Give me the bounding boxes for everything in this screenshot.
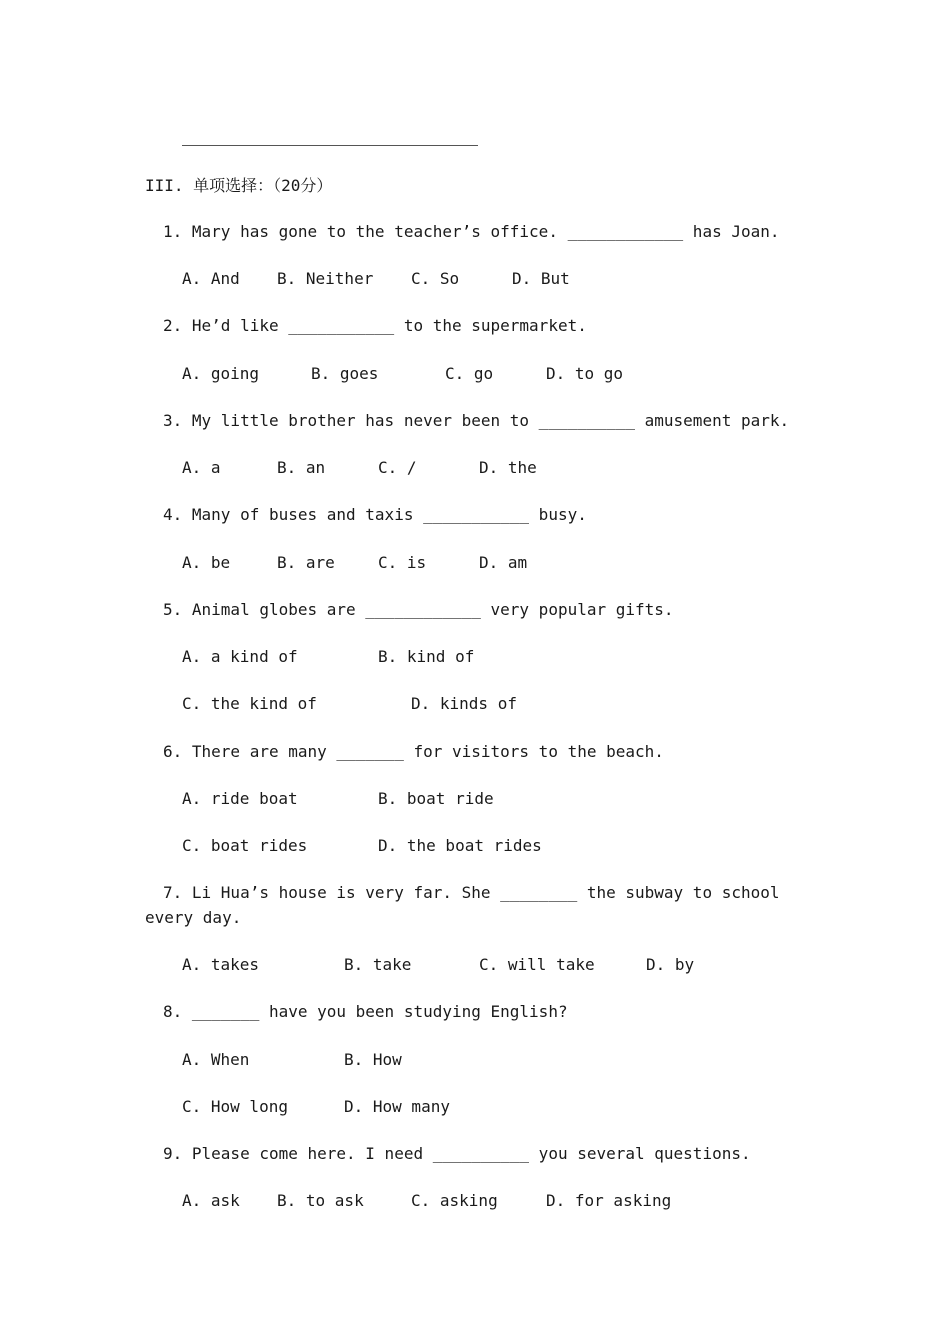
question-1-option-c: C. So: [411, 269, 460, 288]
question-1-option-b: B. Neither: [277, 269, 374, 288]
question-8-option-c: C. How long: [182, 1097, 288, 1116]
question-4-option-a: A. be: [182, 553, 231, 572]
question-5-option-a: A. a kind of: [182, 647, 298, 666]
question-3-option-a: A. a: [182, 458, 221, 477]
question-7-option-d: D. by: [646, 955, 695, 974]
question-2-stem: 2. He’d like ___________ to the supermarket.: [163, 316, 587, 335]
question-7-option-a: A. takes: [182, 955, 260, 974]
section-title: III. 单项选择：（20分）: [145, 176, 333, 195]
question-1-option-d: D. But: [512, 269, 570, 288]
question-7-option-c: C. will take: [479, 955, 595, 974]
question-6-option-b: B. boat ride: [378, 789, 494, 808]
question-4-option-d: D. am: [479, 553, 528, 572]
question-6-option-d: D. the boat rides: [378, 836, 542, 855]
answer-blank-line: [182, 145, 478, 146]
question-5-stem: 5. Animal globes are ____________ very popular gifts.: [163, 600, 674, 619]
question-2-option-d: D. to go: [546, 364, 624, 383]
question-3-option-d: D. the: [479, 458, 537, 477]
question-3-option-c: C. /: [378, 458, 417, 477]
question-7-option-b: B. take: [344, 955, 412, 974]
question-5-option-c: C. the kind of: [182, 694, 317, 713]
question-5-option-d: D. kinds of: [411, 694, 517, 713]
question-8-stem: 8. _______ have you been studying English?: [163, 1002, 568, 1021]
question-7-stem: 7. Li Hua’s house is very far. She ________ the subway to school: [163, 883, 780, 902]
question-6-option-c: C. boat rides: [182, 836, 308, 855]
question-8-option-b: B. How: [344, 1050, 402, 1069]
question-4-option-c: C. is: [378, 553, 427, 572]
question-9-option-a: A. ask: [182, 1191, 240, 1210]
question-5-option-b: B. kind of: [378, 647, 475, 666]
question-4-option-b: B. are: [277, 553, 335, 572]
question-6-stem: 6. There are many _______ for visitors to the beach.: [163, 742, 664, 761]
question-9-option-c: C. asking: [411, 1191, 498, 1210]
question-8-option-a: A. When: [182, 1050, 250, 1069]
question-2-option-a: A. going: [182, 364, 260, 383]
question-4-stem: 4. Many of buses and taxis ___________ busy.: [163, 505, 587, 524]
question-1-option-a: A. And: [182, 269, 240, 288]
question-3-option-b: B. an: [277, 458, 326, 477]
question-3-stem: 3. My little brother has never been to __________ amusement park.: [163, 411, 790, 430]
question-7-stem-continued: every day.: [145, 908, 242, 927]
question-9-option-b: B. to ask: [277, 1191, 364, 1210]
question-1-stem: 1. Mary has gone to the teacher’s office. ____________ has Joan.: [163, 222, 780, 241]
question-8-option-d: D. How many: [344, 1097, 450, 1116]
question-2-option-c: C. go: [445, 364, 494, 383]
question-9-stem: 9. Please come here. I need __________ you several questions.: [163, 1144, 751, 1163]
question-2-option-b: B. goes: [311, 364, 379, 383]
question-9-option-d: D. for asking: [546, 1191, 672, 1210]
question-6-option-a: A. ride boat: [182, 789, 298, 808]
